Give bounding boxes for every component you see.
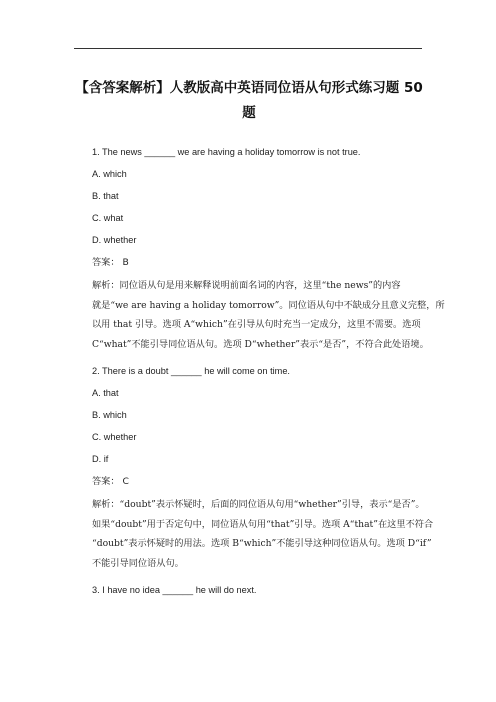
title-line-1: 【含答案解析】人教版高中英语同位语从句形式练习题 50 <box>75 80 423 96</box>
question-stem: 1. The news ______ we are having a holiday tomorrow is not true. <box>92 147 361 157</box>
option-b: B. that <box>92 191 119 201</box>
analysis-line: 解析：“doubt”表示怀疑时，后面的同位语从句用“whether”引导，表示“是否”。 <box>92 499 425 510</box>
analysis-line: 如果“doubt”用于否定句中，同位语从句用“that”引导。选项 A“that”在这里不符合 <box>92 518 434 530</box>
analysis-line: “doubt”表示怀疑时的用法。选项 B“which”不能引导这种同位语从句。选项 D“if” <box>92 538 432 549</box>
question-stem: 2. There is a doubt ______ he will come on time. <box>92 366 290 376</box>
option-a: A. which <box>92 169 127 179</box>
option-d: D. whether <box>92 235 137 245</box>
analysis-line: 解析：同位语从句是用来解释说明前面名词的内容，这里“the news”的内容 <box>92 280 401 291</box>
option-b: B. which <box>92 410 127 420</box>
title-line-2: 题 <box>242 105 256 121</box>
document-body <box>92 141 445 601</box>
option-d: D. if <box>92 454 109 464</box>
document-title <box>74 76 424 126</box>
question-3 <box>92 579 425 601</box>
option-c: C. whether <box>92 432 137 442</box>
option-a: A. that <box>92 388 119 398</box>
answer-label: 答案： C <box>92 476 129 487</box>
question-1 <box>92 141 445 354</box>
analysis-paragraph <box>92 276 445 354</box>
analysis-line: 以用 that 引导。选项 A“which”在引导从句时充当一定成分，这里不需要。选项 <box>92 319 421 330</box>
option-c: C. what <box>92 213 124 223</box>
analysis-line: C“what”不能引导同位语从句。选项 D“whether”表示“是否”，不符合此处语境。 <box>92 338 429 350</box>
analysis-line: 就是“we are having a holiday tomorrow”。同位语从句中不缺成分且意义完整，所 <box>92 299 445 311</box>
analysis-paragraph <box>92 495 434 573</box>
question-stem: 3. I have no idea ______ he will do next. <box>92 585 257 595</box>
answer-label: 答案： B <box>92 257 129 268</box>
question-2 <box>92 360 434 573</box>
header-rule <box>74 48 422 49</box>
analysis-line: 不能引导同位语从句。 <box>92 557 184 569</box>
